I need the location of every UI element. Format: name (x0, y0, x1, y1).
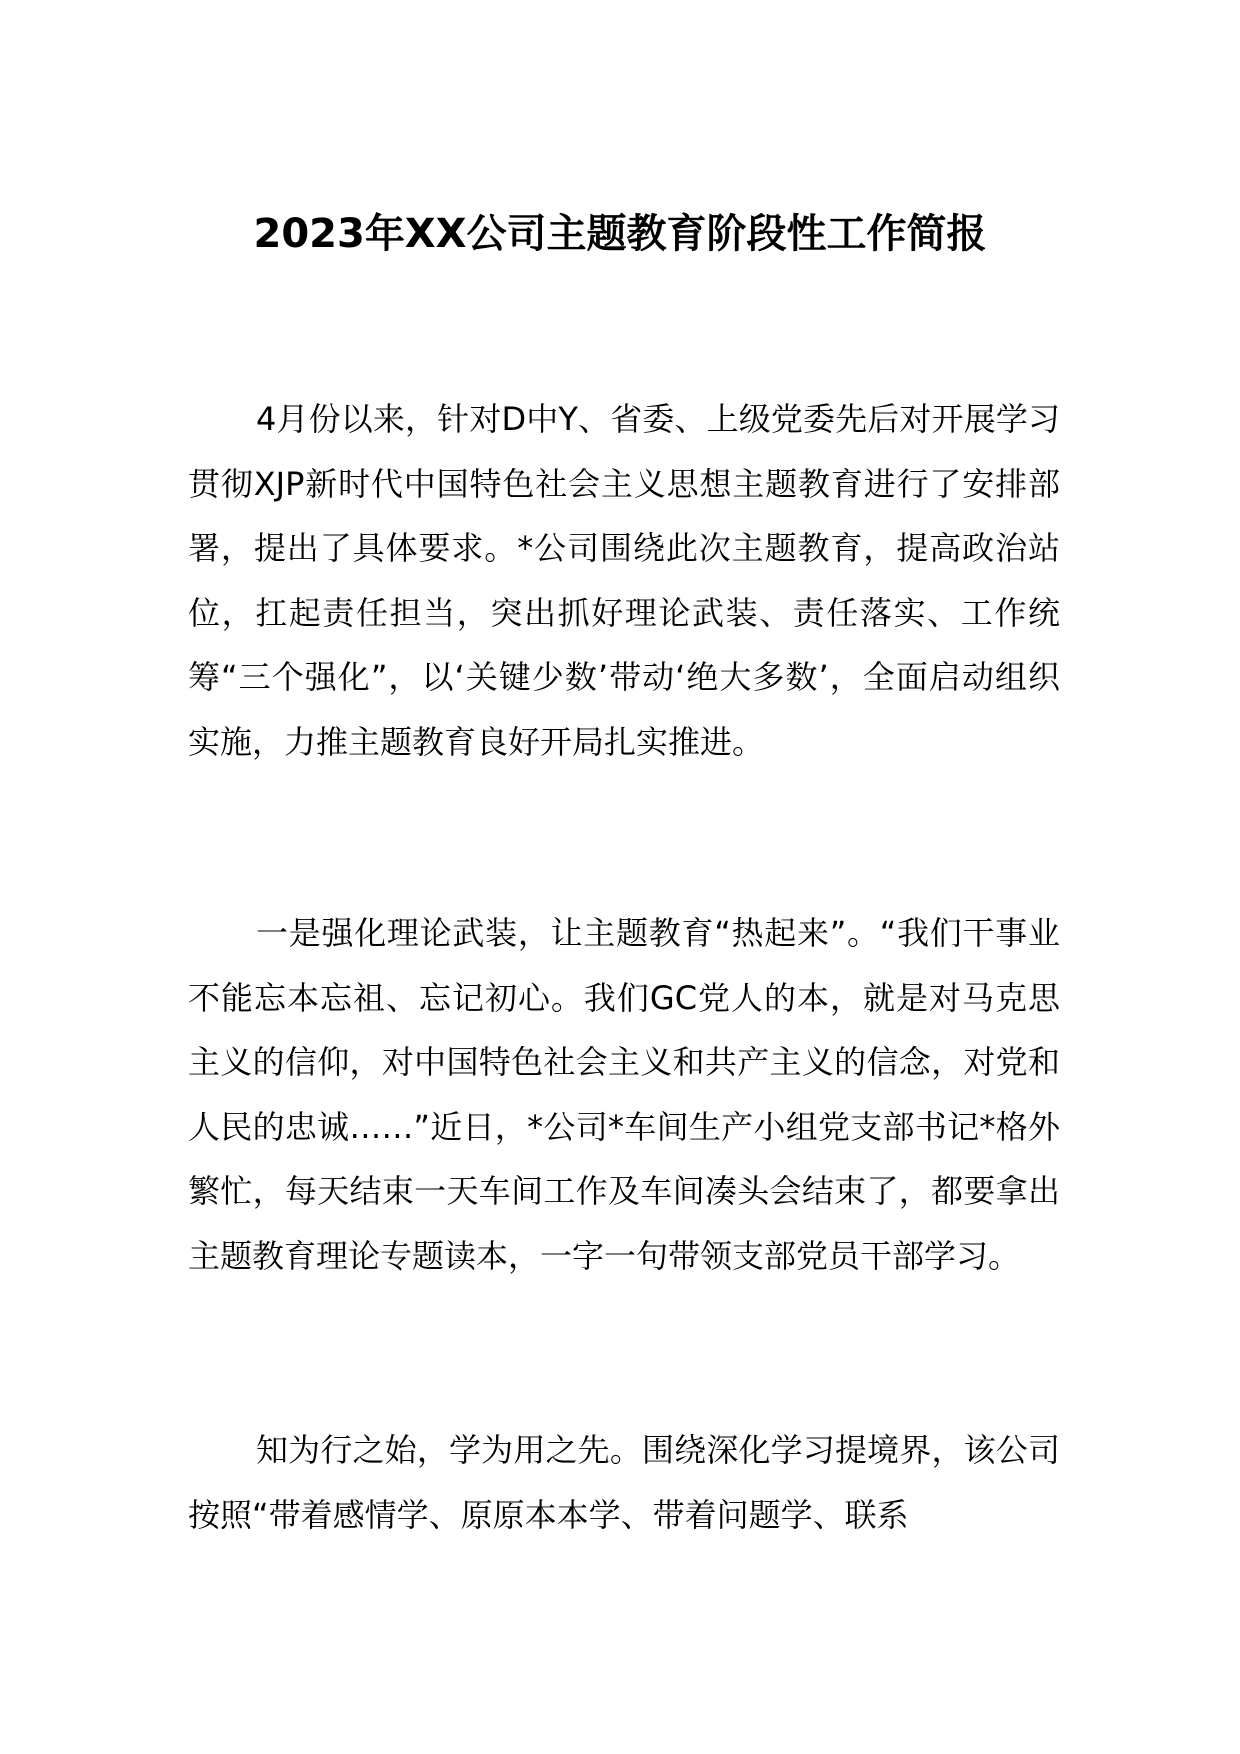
paragraph-block-2 (188, 901, 1060, 1288)
paragraph-1: 4月份以来，针对D中Y、省委、上级党委先后对开展学习贯彻XJP新时代中国特色社会主义思想主题教育进行了安排部署，提出了具体要求。*公司围绕此次主题教育，提高政治站位，扛起责任担当，突出抓好理论武装、责任落实、工作统筹“三个强化”，以‘关键少数’带动‘绝大多数’，全面启动组织实施，力推主题教育良好开局扎实推进。 (188, 400, 1060, 761)
paragraph-block-3 (188, 1418, 1060, 1547)
document-title: 2023年XX公司主题教育阶段性工作简报 (253, 211, 987, 257)
paragraph-2: 一是强化理论武装，让主题教育“热起来”。“我们干事业不能忘本忘祖、忘记初心。我们GC党人的本，就是对马克思主义的信仰，对中国特色社会主义和共产主义的信念，对党和人民的忠诚……”近日，*公司*车间生产小组党支部书记*格外繁忙，每天结束一天车间工作及车间凑头会结束了，都要拿出主题教育理论专题读本，一字一句带领支部党员干部学习。 (188, 914, 1060, 1275)
paragraph-block-1 (188, 387, 1060, 774)
paragraph-3: 知为行之始，学为用之先。围绕深化学习提境界，该公司按照“带着感情学、原原本本学、带着问题学、联系 (188, 1431, 1060, 1534)
